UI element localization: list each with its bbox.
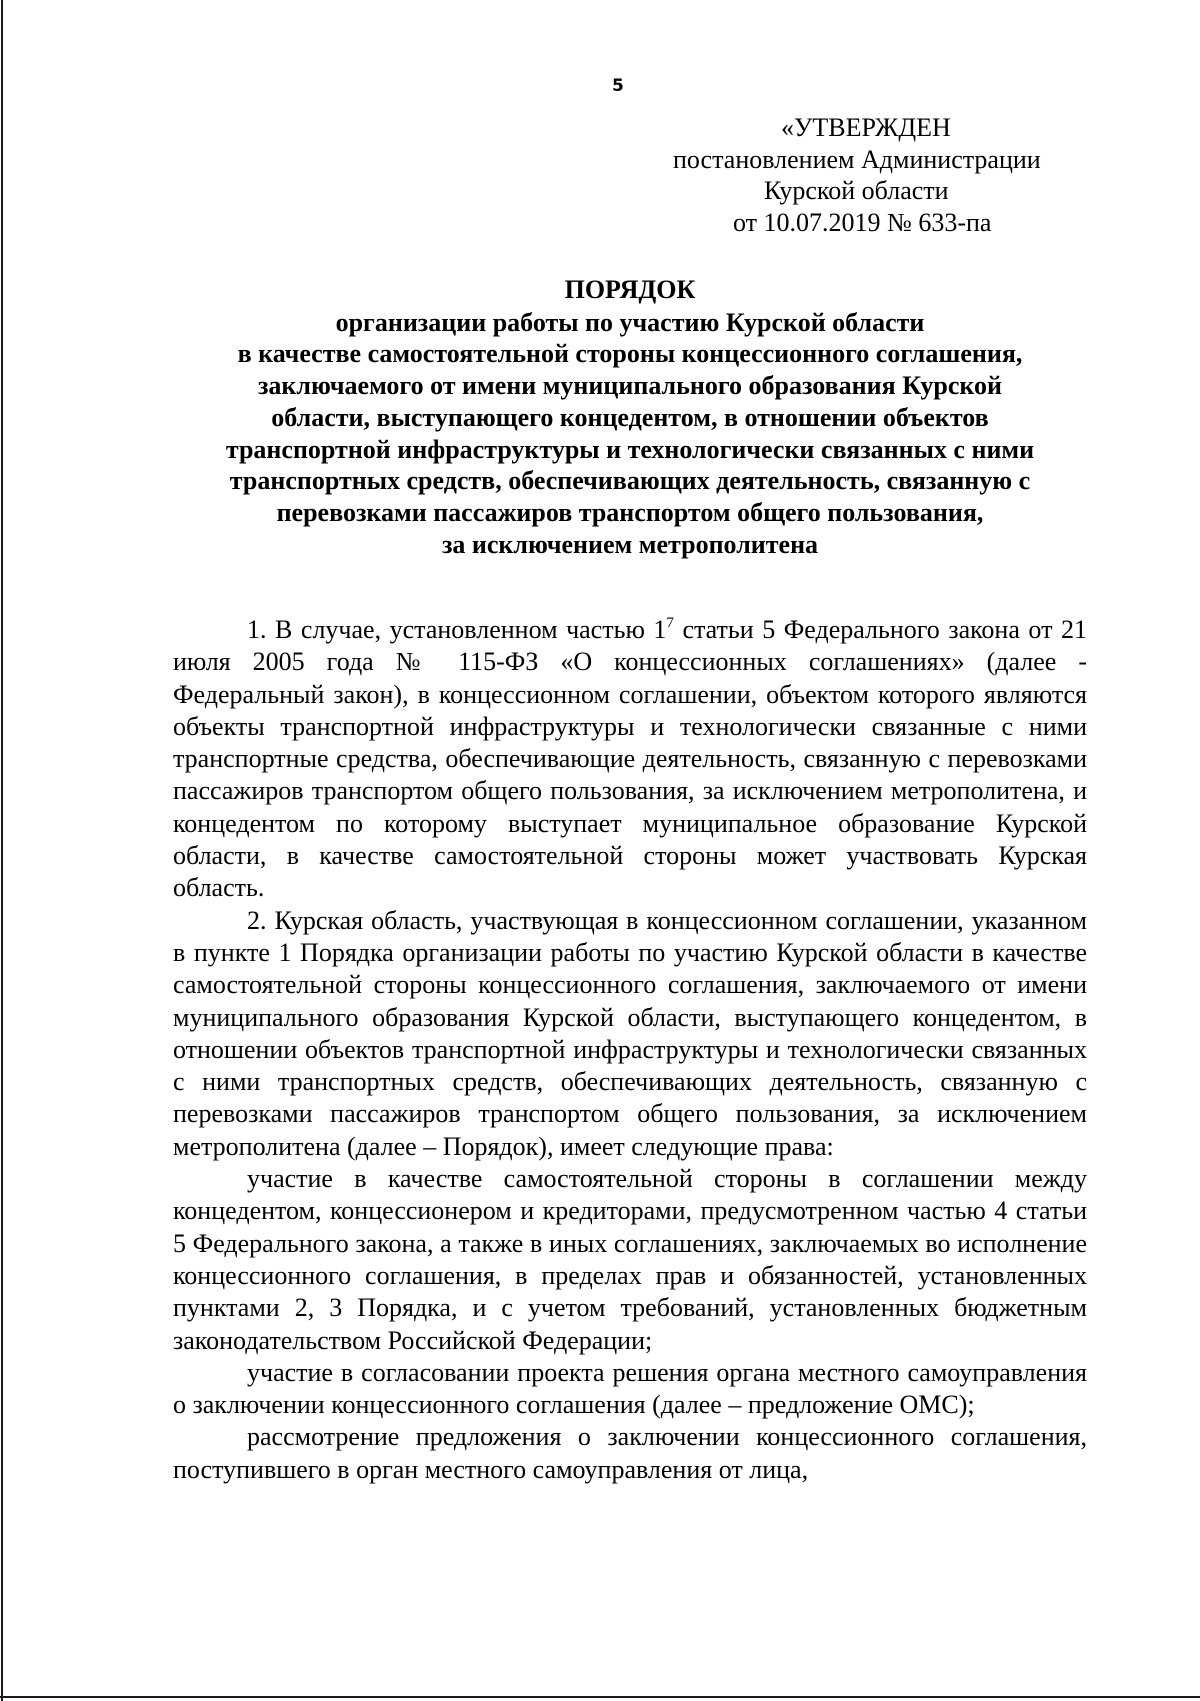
document-title (170, 274, 1090, 560)
title-line: области, выступающего концедентом, в отношении объектов (271, 402, 989, 432)
approval-stamp-block (620, 112, 1100, 238)
approval-line-1: «УТВЕРЖДЕН (781, 113, 951, 142)
title-line: перевозками пассажиров транспортом общего пользования, (276, 497, 984, 527)
scan-edge-bottom (0, 1696, 1200, 1698)
page-number: 5 (612, 76, 624, 96)
approval-line-4: от 10.07.2019 № 633-па (733, 207, 992, 237)
title-line: за исключением метрополитена (441, 529, 819, 559)
paragraph-4: участие в согласовании проекта решения органа местного самоуправления о заключении концессионного соглашения (далее – предложение ОМС); (173, 1357, 1087, 1420)
title-line: в качестве самостоятельной стороны концессионного соглашения, (237, 339, 1023, 369)
title-line: заключаемого от имени муниципального образования Курской (257, 371, 1003, 401)
paragraph-5: рассмотрение предложения о заключении концессионного соглашения, поступившего в орган местного самоуправления от лица, (173, 1422, 1087, 1484)
paragraph-2: 2. Курская область, участвующая в концессионном соглашении, указанном в пункте 1 Порядка организации работы по участию Курской области в качестве самостоятельной стороны концессионного соглашения, заключаемого от имени муниципального образования Курской области, выступающего концедентом, в отношении объектов транспортной инфраструктуры и технологически связанных с ними транспортных средств, обеспечивающих деятельность, связанную с перевозками пассажиров транспортом общего пользования, за исключением метрополитена (далее – Порядок), имеет следующие права: (173, 905, 1087, 1161)
document-body (173, 614, 1087, 1486)
paragraph-1 (173, 614, 1087, 905)
paragraph-1-superscript: 7 (666, 615, 674, 631)
title-line: транспортной инфраструктуры и технологически связанных с ними (225, 434, 1035, 464)
approval-line-3: Курской области (764, 176, 949, 205)
paragraph-3: участие в качестве самостоятельной стороны в соглашении между концедентом, концессионером и кредиторами, предусмотренном частью 4 статьи 5 Федерального закона, а также в иных соглашениях, заключаемых во исполнение концессионного соглашения, в пределах прав и обязанностей, установленных пунктами 2, 3 Порядка, и с учетом требований, установленных бюджетным законодательством Российской Федерации; (173, 1164, 1087, 1355)
scan-edge-left (1, 0, 3, 1701)
title-line: транспортных средств, обеспечивающих деятельность, связанную с (229, 466, 1031, 496)
title-main: ПОРЯДОК (564, 275, 696, 304)
paragraph-1-start: 1. В случае, установленном частью 1 (247, 615, 667, 644)
approval-line-2: постановлением Администрации (673, 144, 1041, 174)
paragraph-1-rest: статьи 5 Федерального закона от 21 июля 2005 года № 115-ФЗ «О концессионных соглашениях» (далее - Федеральный закон), в концессионном соглашении, объектом которого являются объекты транспортной инфраструктуры и технологически связанные с ними транспортные средства, обеспечивающие деятельность, связанную с перевозками пассажиров транспортом общего пользования, за исключением метрополитена, и концедентом по которому выступает муниципальное образование Курской области, в качестве самостоятельной стороны может участвовать Курская область. (173, 615, 1087, 903)
title-line: организации работы по участию Курской области (335, 307, 925, 337)
